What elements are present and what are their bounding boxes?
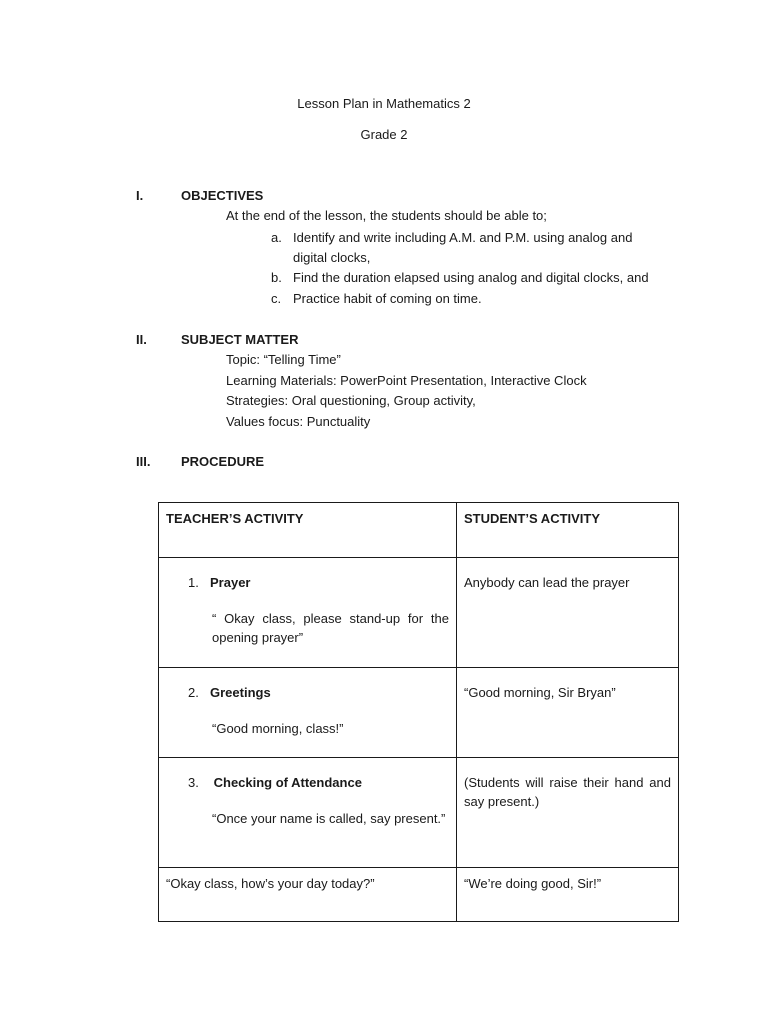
objective-b-text: Find the duration elapsed using analog and digital clocks, and <box>293 270 649 285</box>
objectives-heading: OBJECTIVES <box>181 188 264 203</box>
teacher-quote: “Once your name is called, say present.” <box>212 811 446 826</box>
teacher-quote: “ Okay class, please stand-up for the opening prayer” <box>212 611 449 645</box>
procedure-table <box>158 502 679 922</box>
table-row <box>159 558 679 668</box>
student-response: Anybody can lead the prayer <box>464 575 630 590</box>
student-response: “Good morning, Sir Bryan” <box>464 685 616 700</box>
step-title: Prayer <box>210 575 251 590</box>
teacher-cell <box>159 558 457 668</box>
teacher-activity-header: TEACHER’S ACTIVITY <box>159 503 457 558</box>
student-cell <box>457 558 679 668</box>
objective-c-text: Practice habit of coming on time. <box>293 291 482 306</box>
student-cell <box>457 668 679 758</box>
objective-a-text-line1: Identify and write including A.M. and P.M. using analog and <box>293 230 633 245</box>
step-number: 3. <box>188 775 199 790</box>
step-title: Greetings <box>210 685 271 700</box>
procedure-heading: PROCEDURE <box>181 454 265 469</box>
teacher-cell <box>159 758 457 868</box>
objective-a-letter: a. <box>271 230 282 245</box>
objective-a-text-line2: digital clocks, <box>293 250 371 265</box>
student-cell <box>457 758 679 868</box>
subject-strategies: Strategies: Oral questioning, Group activity, <box>226 393 476 408</box>
student-cell: “We’re doing good, Sir!” <box>457 868 679 922</box>
teacher-cell <box>159 668 457 758</box>
table-row <box>159 758 679 868</box>
table-header-row <box>159 503 679 558</box>
objectives-intro: At the end of the lesson, the students should be able to; <box>226 208 547 223</box>
objective-c-letter: c. <box>271 291 282 306</box>
teacher-quote: “Good morning, class!” <box>212 721 344 736</box>
step-number: 1. <box>188 575 199 590</box>
grade-label: Grade 2 <box>360 127 408 142</box>
subject-learning-materials: Learning Materials: PowerPoint Presentation, Interactive Clock <box>226 373 587 388</box>
student-response: (Students will raise their hand and say present.) <box>464 775 671 809</box>
subject-values-focus: Values focus: Punctuality <box>226 414 371 429</box>
subject-matter-heading: SUBJECT MATTER <box>181 332 299 347</box>
teacher-cell: “Okay class, how’s your day today?” <box>159 868 457 922</box>
subject-matter-numeral: II. <box>136 332 147 347</box>
document-title: Lesson Plan in Mathematics 2 <box>297 96 471 111</box>
step-number: 2. <box>188 685 199 700</box>
subject-topic: Topic: “Telling Time” <box>226 352 341 367</box>
student-activity-header: STUDENT’S ACTIVITY <box>457 503 679 558</box>
step-title: Checking of Attendance <box>210 775 362 790</box>
objectives-numeral: I. <box>136 188 144 203</box>
procedure-numeral: III. <box>136 454 151 469</box>
objective-b-letter: b. <box>271 270 282 285</box>
table-row <box>159 668 679 758</box>
table-row <box>159 868 679 922</box>
